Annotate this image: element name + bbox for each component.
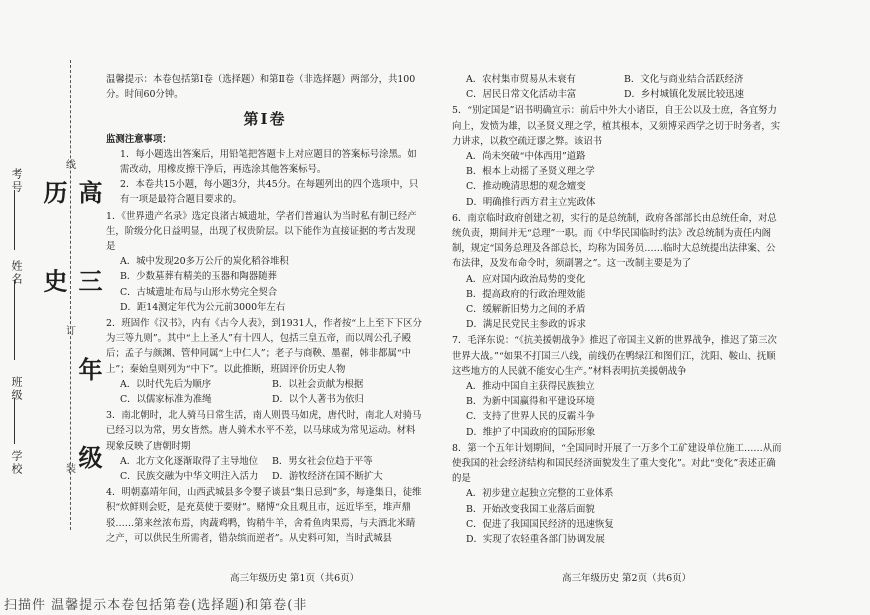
option-row: [106, 377, 424, 392]
seal-mark-xian: 线: [66, 160, 76, 171]
option: D．乡村城镇化发展比较迅速: [624, 89, 745, 101]
question-stem: 1．《世界遗产名录》选定良渚古城遗址，学者们普遍认为当时私有制已经产生，阶级分化日益明显，出现了权贵阶层。以下能作为直接证据的考古发现是: [106, 210, 417, 253]
question-stem: 7．毛泽东说：“《抗美援朝战争》推迟了帝国主义新的世界战争，推迟了第三次世界大战。”“如果不打国三八线，前线仍在鸭绿江和图们江，沈阳、鞍山、抚顺这些地方的人民就不能安心生产。”材料表明抗美援朝战争: [452, 335, 777, 377]
option: B．提高政府的行政治理效能: [466, 288, 586, 300]
page-footer-left: 高三年级历史 第1页（共6页）: [230, 573, 360, 584]
question-4: [106, 485, 424, 546]
question-stem: 3．南北朝时，北人骑马日常生活，南人则畏马如虎，唐代时，南北人对骑马已经习以为常，男女皆然。唐人骑术水平不差，以马球成为常见运动。材料现象反映了唐朝时期: [106, 410, 422, 452]
name-underline: [14, 280, 15, 360]
school-field: [8, 450, 24, 476]
right-column: [452, 72, 782, 547]
class-underline: [14, 398, 15, 444]
option: A．城中发现20多万公斤的炭化稻谷堆积: [120, 256, 289, 268]
instruction-item: 1．每小题选出答案后，用铅笔把答题卡上对应题目的答案标号涂黑。如需改动，用橡皮擦干净后，再选涂其他答案标号。: [120, 148, 417, 176]
exam-no-field: [8, 168, 24, 194]
question-1: [106, 209, 424, 315]
seal-mark-zhuang: 装: [66, 464, 76, 475]
option: B．根本上动摇了圣贤义理之学: [466, 166, 595, 178]
question-stem: 6．南京临时政府创建之初，实行的是总统制，政府各部部长由总统任命，对总统负责，期间并无“总理”一职。而《中华民国临时约法》改总统制为责任内阁制，规定“国务总理及各部总长，均称为国务员……临时大总统提出法律案、公布法律，及发布命令时，须副署之”。这一改制主要是为了: [452, 212, 777, 270]
option: A．尚未突破“中体西用”道路: [466, 151, 586, 163]
option: A．推动中国自主获得民族独立: [466, 381, 595, 393]
option: B．为新中国赢得和平建设环境: [466, 396, 595, 408]
question-2: [106, 316, 424, 407]
question-stem: 2．班固作《汉书》，内有《古今人表》，到1931人，作者按“上上至下下区分为三等九则”。其中“上上圣人”有十四人，包括三皇五帝，而以周公孔子殿后；孟子与颜渊、管仲同属“上中仁人”；老子与商鞅、墨翟，韩非都属“中上”；秦始皇则列为“中下”。以此推断，班固评价历史人物: [106, 318, 422, 375]
page-footer-right: 高三年级历史 第2页（共6页）: [562, 573, 692, 584]
option: D．明确推行西方君主立宪政体: [466, 196, 596, 208]
class-label: 班级: [10, 376, 23, 402]
option: A．初步建立起独立完整的工业体系: [466, 488, 614, 500]
option: C．推动晚清思想的观念嬗变: [466, 181, 586, 193]
option: B．少数墓葬有精美的玉器和陶器随葬: [120, 271, 277, 283]
q4-option-row: [452, 87, 782, 102]
instruction-item: 2．本卷共15小题，每小题3分，共45分。在每题列出的四个选项中，只有一项是最符合题目要求的。: [120, 179, 419, 206]
option: D．维护了中国政府的国际形象: [466, 426, 596, 438]
binding-strip: [0, 60, 103, 580]
class-field: [8, 376, 24, 402]
option: C．缓解新旧势力之间的矛盾: [466, 304, 586, 316]
option: B．开始改变我国工业落后面貌: [466, 503, 595, 515]
option: C．以儒家标准为准绳: [120, 394, 212, 406]
option: D．满足民党民主参政的诉求: [466, 319, 587, 331]
exam-no-underline: [14, 190, 15, 250]
notice-text: 温馨提示：本卷包括第Ⅰ卷（选择题）和第Ⅱ卷（非选择题）两部分，共100分。时间60分钟。: [106, 74, 416, 101]
question-stem: 5．“别定国是”诏书明确宣示：前后中外大小诸臣，自王公以及士庶，各宜努力向上，发愤为雄，以圣贤义理之学，植其根本，又须博采西学之切于时务者，实力讲求，以救空疏迂谬之弊。该诏书: [452, 105, 781, 147]
name-field: [8, 260, 24, 286]
option: D．距14测定年代为公元前3000年左右: [120, 301, 286, 313]
option: C．促进了我国国民经济的迅速恢复: [466, 518, 614, 530]
option: D．实现了农轻重各部门协调发展: [466, 534, 605, 546]
left-column: [106, 72, 424, 546]
exam-no-label: 考号: [10, 168, 23, 194]
name-label: 姓名: [10, 260, 23, 286]
school-label: 学校: [10, 450, 23, 476]
question-8: [452, 441, 782, 547]
watermark-text: 扫描件 温馨提示本卷包括第卷(选择题)和第卷(非: [4, 598, 308, 613]
option: D．游牧经济在国不断扩大: [272, 471, 383, 483]
question-stem: 8．第一个五年计划期间，“全国同时开展了一万多个工矿建设单位施工……从而使我国的社会经济结构和国民经济面貌发生了重大变化”。对此“变化”表述正确的是: [452, 442, 782, 485]
instructions-header: 监测注意事项：: [106, 133, 172, 145]
option-row: [106, 469, 424, 484]
option: A．以时代先后为顺序: [120, 378, 212, 390]
option: D．以个人著书为依归: [272, 394, 364, 406]
question-5: [452, 103, 782, 209]
option: A．北方文化逐渐取得了主导地位: [120, 455, 259, 467]
option: B．男女社会位趋于平等: [272, 455, 373, 467]
question-7: [452, 333, 782, 439]
question-3: [106, 408, 424, 484]
question-stem: 4．明朝嘉靖年间，山西武城县多令婴子谈县“集日忌到”多，每逢集日，徒维积“炊鲜则会贬，是充莫使于要财”。赌博“众且观且市，远近毕至，堆声鼎驳……第来丝浓布焉，肉蔬鸡鸭，钩稍牛羊，舍肴鱼肉果焉，与夫酒北米睛之产，可以供民生所需者，错杂缤而逆者”。从史料可知，当时武城县: [106, 487, 422, 544]
option: B．文化与商业结合活跃经济: [624, 74, 744, 85]
option: A．应对国内政治局势的变化: [466, 273, 586, 285]
option: A．农村集市贸易从未衰有: [466, 74, 576, 85]
question-6: [452, 211, 782, 333]
option: B．以社会贡献为根据: [272, 378, 364, 390]
q4-option-row: [452, 72, 782, 87]
option-row: [106, 392, 424, 407]
seal-mark-ding: 订: [66, 326, 76, 337]
option: C．支持了世界人民的反霸斗争: [466, 411, 596, 423]
option-row: [106, 454, 424, 469]
volume-title: 第Ⅰ卷: [243, 110, 287, 129]
option: C．民族交融为中华文明注入活力: [120, 471, 259, 483]
option: C．居民日常文化活动丰富: [466, 89, 577, 101]
subject-title-vertical: 高 三 年 级 历 史: [39, 180, 103, 498]
option: C．古城遗址布局与山形水势完全契合: [120, 286, 278, 298]
